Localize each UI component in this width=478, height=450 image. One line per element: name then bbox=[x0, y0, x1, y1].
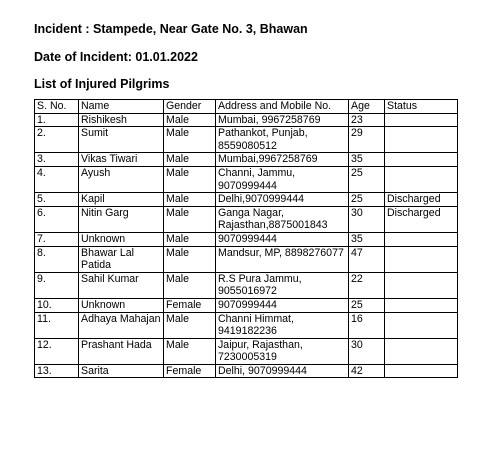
table-row bbox=[35, 153, 458, 167]
cell-address: R.S Pura Jammu, 9055016972 bbox=[216, 272, 349, 298]
table-row bbox=[35, 312, 458, 338]
list-title: List of Injured Pilgrims bbox=[34, 77, 170, 91]
cell-address: Delhi,9070999444 bbox=[216, 193, 349, 207]
cell-status: Discharged bbox=[385, 206, 458, 232]
cell-gender: Female bbox=[164, 364, 216, 378]
column-header-age: Age bbox=[349, 100, 385, 114]
table-row bbox=[35, 193, 458, 207]
cell-address: Channi, Jammu, 9070999444 bbox=[216, 166, 349, 192]
cell-name: Sahil Kumar bbox=[79, 272, 164, 298]
injured-pilgrims-table bbox=[34, 99, 458, 378]
cell-status bbox=[385, 312, 458, 338]
cell-status bbox=[385, 166, 458, 192]
cell-gender: Male bbox=[164, 232, 216, 246]
cell-name: Sumit bbox=[79, 127, 164, 153]
cell-sno: 2. bbox=[35, 127, 79, 153]
cell-gender: Male bbox=[164, 338, 216, 364]
cell-status bbox=[385, 153, 458, 167]
cell-age: 29 bbox=[349, 127, 385, 153]
cell-sno: 7. bbox=[35, 232, 79, 246]
incident-title: Incident : Stampede, Near Gate No. 3, Bhawan bbox=[34, 22, 308, 36]
cell-gender: Male bbox=[164, 206, 216, 232]
cell-age: 25 bbox=[349, 298, 385, 312]
cell-address: Mumbai, 9967258769 bbox=[216, 113, 349, 127]
cell-age: 16 bbox=[349, 312, 385, 338]
cell-status bbox=[385, 113, 458, 127]
cell-gender: Male bbox=[164, 272, 216, 298]
cell-age: 30 bbox=[349, 206, 385, 232]
table-row bbox=[35, 272, 458, 298]
cell-name: Unknown bbox=[79, 232, 164, 246]
cell-status: Discharged bbox=[385, 193, 458, 207]
cell-address: 9070999444 bbox=[216, 232, 349, 246]
cell-address: Pathankot, Punjab, 8559080512 bbox=[216, 127, 349, 153]
cell-age: 23 bbox=[349, 113, 385, 127]
cell-sno: 5. bbox=[35, 193, 79, 207]
column-header-address: Address and Mobile No. bbox=[216, 100, 349, 114]
cell-gender: Female bbox=[164, 298, 216, 312]
cell-gender: Male bbox=[164, 166, 216, 192]
cell-sno: 13. bbox=[35, 364, 79, 378]
cell-status bbox=[385, 272, 458, 298]
cell-name: Nitin Garg bbox=[79, 206, 164, 232]
column-header-status: Status bbox=[385, 100, 458, 114]
cell-sno: 11. bbox=[35, 312, 79, 338]
cell-name: Sarita bbox=[79, 364, 164, 378]
cell-age: 25 bbox=[349, 166, 385, 192]
cell-address: Channi Himmat, 9419182236 bbox=[216, 312, 349, 338]
cell-name: Unknown bbox=[79, 298, 164, 312]
cell-status bbox=[385, 232, 458, 246]
table-row bbox=[35, 127, 458, 153]
cell-sno: 12. bbox=[35, 338, 79, 364]
column-header-sno: S. No. bbox=[35, 100, 79, 114]
cell-sno: 6. bbox=[35, 206, 79, 232]
cell-name: Ayush bbox=[79, 166, 164, 192]
cell-status bbox=[385, 127, 458, 153]
cell-address: Ganga Nagar, Rajasthan,8875001843 bbox=[216, 206, 349, 232]
cell-address: 9070999444 bbox=[216, 298, 349, 312]
incident-date: Date of Incident: 01.01.2022 bbox=[34, 50, 198, 64]
table-row bbox=[35, 232, 458, 246]
column-header-name: Name bbox=[79, 100, 164, 114]
cell-gender: Male bbox=[164, 193, 216, 207]
cell-age: 42 bbox=[349, 364, 385, 378]
table-row bbox=[35, 338, 458, 364]
table-row bbox=[35, 166, 458, 192]
cell-sno: 9. bbox=[35, 272, 79, 298]
cell-gender: Male bbox=[164, 127, 216, 153]
cell-address: Jaipur, Rajasthan, 7230005319 bbox=[216, 338, 349, 364]
cell-gender: Male bbox=[164, 113, 216, 127]
cell-address: Delhi, 9070999444 bbox=[216, 364, 349, 378]
cell-sno: 8. bbox=[35, 246, 79, 272]
cell-age: 22 bbox=[349, 272, 385, 298]
table-row bbox=[35, 246, 458, 272]
table-row bbox=[35, 364, 458, 378]
cell-status bbox=[385, 338, 458, 364]
cell-sno: 3. bbox=[35, 153, 79, 167]
cell-gender: Male bbox=[164, 246, 216, 272]
table-header-row bbox=[35, 100, 458, 114]
cell-gender: Male bbox=[164, 153, 216, 167]
cell-age: 30 bbox=[349, 338, 385, 364]
cell-name: Kapil bbox=[79, 193, 164, 207]
table-row bbox=[35, 206, 458, 232]
cell-address: Mumbai,9967258769 bbox=[216, 153, 349, 167]
cell-age: 25 bbox=[349, 193, 385, 207]
cell-sno: 10. bbox=[35, 298, 79, 312]
cell-sno: 4. bbox=[35, 166, 79, 192]
cell-gender: Male bbox=[164, 312, 216, 338]
cell-sno: 1. bbox=[35, 113, 79, 127]
cell-status bbox=[385, 298, 458, 312]
column-header-gender: Gender bbox=[164, 100, 216, 114]
cell-name: Adhaya Mahajan bbox=[79, 312, 164, 338]
cell-age: 47 bbox=[349, 246, 385, 272]
cell-name: Vikas Tiwari bbox=[79, 153, 164, 167]
cell-age: 35 bbox=[349, 232, 385, 246]
cell-age: 35 bbox=[349, 153, 385, 167]
cell-status bbox=[385, 364, 458, 378]
cell-name: Rishikesh bbox=[79, 113, 164, 127]
table-row bbox=[35, 298, 458, 312]
cell-name: Bhawar Lal Patida bbox=[79, 246, 164, 272]
cell-address: Mandsur, MP, 8898276077 bbox=[216, 246, 349, 272]
cell-name: Prashant Hada bbox=[79, 338, 164, 364]
table-body bbox=[35, 113, 458, 378]
cell-status bbox=[385, 246, 458, 272]
table-row bbox=[35, 113, 458, 127]
